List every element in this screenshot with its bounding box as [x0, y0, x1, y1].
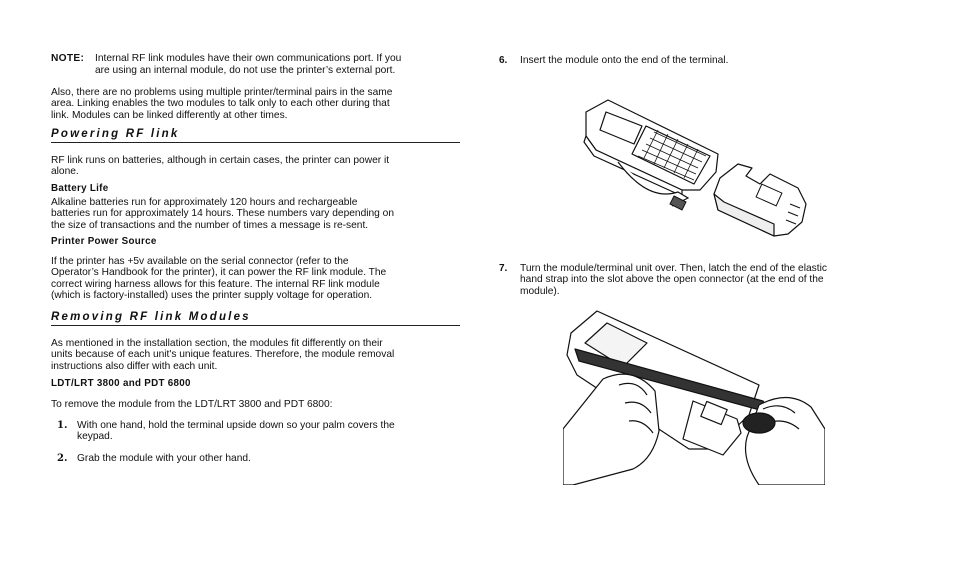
text-line: Alkaline batteries run for approximately 120 hours and rechargeable: [51, 197, 358, 208]
text-line: As mentioned in the installation section, the modules fit differently on their: [51, 338, 383, 349]
section-heading-powering: Powering RF link: [51, 129, 460, 143]
removing-paragraph: [51, 338, 463, 372]
powering-paragraph: [51, 155, 463, 178]
text-line: batteries run for approximately 14 hours. These numbers vary depending on: [51, 208, 394, 220]
strap-latch-illustration: [563, 309, 825, 485]
list-item: [499, 263, 899, 299]
list-item: [499, 55, 899, 69]
terminal-and-module-illustration: [578, 92, 814, 242]
note-text: [95, 53, 463, 77]
strap-end: [743, 413, 775, 433]
text-line: (which is factory-installed) uses the printer supply voltage for operation.: [51, 290, 373, 302]
text-line: RF link runs on batteries, although in certain cases, the printer can power it: [51, 155, 390, 166]
subheading-ldt: LDT/LRT 3800 and PDT 6800: [51, 378, 191, 389]
step-number: 2.: [57, 453, 68, 464]
text-line: module).: [520, 285, 560, 297]
text-line: With one hand, hold the terminal upside down so your palm covers the: [77, 420, 395, 431]
ldt-intro: To remove the module from the LDT/LRT 3800 and PDT 6800:: [51, 399, 333, 410]
subheading-battery-life: Battery Life: [51, 183, 109, 194]
intro-paragraph: [51, 87, 463, 121]
section-heading-removing: Removing RF link Modules: [51, 312, 460, 326]
text-line: Turn the module/terminal unit over. Then, latch the end of the elastic: [520, 263, 827, 274]
text-line: hand strap into the slot above the open connector (at the end of the: [520, 274, 824, 286]
list-item: [57, 420, 463, 444]
text-line: alone.: [51, 166, 79, 178]
power-paragraph: [51, 256, 463, 302]
text-line: the size of transactions and the number of times a message is re-sent.: [51, 219, 369, 231]
battery-paragraph: [51, 197, 463, 231]
step-text: [77, 420, 457, 443]
step-text: Grab the module with your other hand.: [77, 453, 251, 464]
text-line: instructions also differ with each unit.: [51, 360, 218, 372]
text-line: If the printer has +5v available on the serial connector (refer to the: [51, 256, 349, 267]
note-block: [51, 53, 460, 79]
step-number: 1.: [57, 420, 68, 431]
text-line: Also, there are no problems using multiple printer/terminal pairs in the same: [51, 87, 393, 98]
subheading-printer-power: Printer Power Source: [51, 236, 157, 247]
text-line: link. Modules can be linked differently at other times.: [51, 109, 288, 121]
step-number: 6.: [499, 55, 508, 66]
list-item: [57, 453, 463, 467]
step-text: [520, 263, 900, 297]
text-line: units because of each unit's unique features. Therefore, the module removal: [51, 349, 395, 361]
note-line: Internal RF link modules have their own communications port. If you: [95, 53, 402, 64]
text-line: keypad.: [77, 431, 113, 443]
note-line: are using an internal module, do not use the printer’s external port.: [95, 65, 396, 77]
step-text: Insert the module onto the end of the terminal.: [520, 55, 729, 66]
step-number: 7.: [499, 263, 508, 274]
note-label: NOTE:: [51, 53, 85, 64]
text-line: area. Linking enables the two modules to talk only to each other during that: [51, 98, 390, 110]
text-line: Operator’s Handbook for the printer), it can power the RF link module. The: [51, 267, 387, 279]
text-line: correct wiring harness allows for this feature. The internal RF link module: [51, 278, 380, 290]
